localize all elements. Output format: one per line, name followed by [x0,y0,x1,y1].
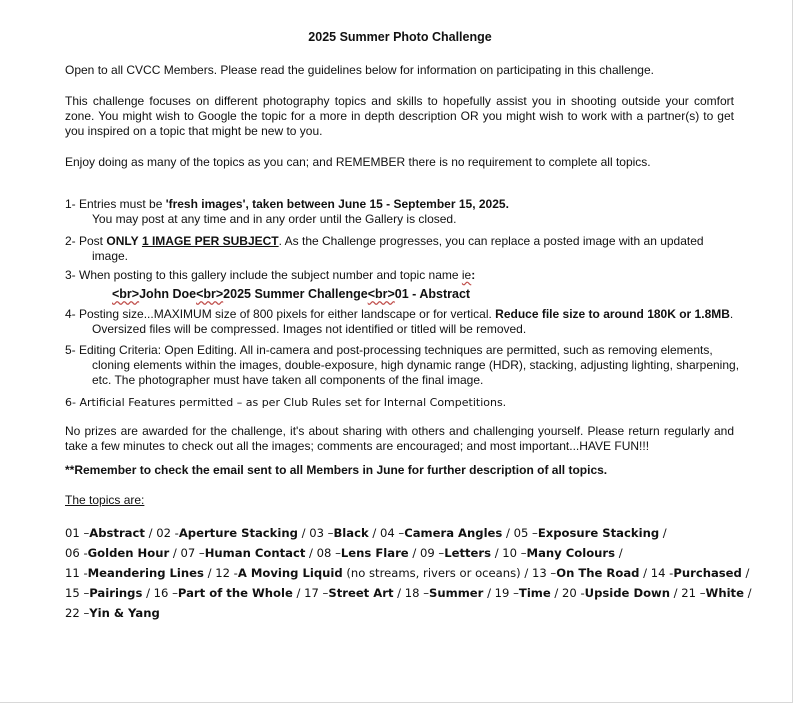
rule-4 [65,307,733,322]
topic-number: 21 – [681,586,706,600]
topic-number: 05 – [513,526,538,540]
topic-separator: / [203,566,216,580]
topic-number: 07 – [180,546,205,560]
topic-line [65,543,752,563]
rule-2 [65,234,704,249]
prizes-paragraph: No prizes are awarded for the challenge, it's about sharing with others and challenging yourself. Please return regularly and take a few minutes to check out all the images; comments are encouraged; and most important...HAVE FUN!!! [65,424,734,453]
topic-separator: / [550,586,563,600]
topic-separator: / [491,546,503,560]
rule-1-dates: 'fresh images', taken between June 15 - September 15, 2025. [165,197,509,211]
topic-line [65,583,752,603]
topic-number: 06 - [65,546,88,560]
topic-number: 10 – [502,546,527,560]
topic-name: Purchased [673,566,742,580]
example-name: John Doe [139,287,197,301]
rule-5-line2: cloning elements within the images, double-exposure, high dynamic range (HDR), stacking, adjusting lighting, sharpening, [92,358,740,372]
rule-4-prefix: 4- Posting size...MAXIMUM size of 800 pixels for either landscape or for vertical. [65,307,496,321]
rule-1 [65,197,509,212]
rule-5-line1: 5- Editing Criteria: Open Editing. All in-camera and post-processing techniques are permitted, such as removing elements, [65,343,713,357]
rule-3-colon: : [471,268,476,282]
topic-separator: / [169,546,181,560]
reminder-text: **Remember to check the email sent to all Members in June for further description of all topics. [65,463,608,477]
topic-name: White [705,586,744,600]
topic-separator: / [741,566,750,580]
rule-4-suffix: . [729,307,734,321]
topic-number: 08 – [316,546,341,560]
example-br-1: <br> [112,287,140,301]
topic-name: Aperture Stacking [178,526,298,540]
topics-list [65,523,752,623]
topic-number: 09 – [419,546,445,560]
rule-2-only: ONLY [106,234,139,248]
example-br-3: <br> [367,287,395,301]
topic-name: Yin & Yang [89,606,160,620]
topic-separator: / [670,586,682,600]
topic-separator: / [393,586,405,600]
topic-name: Human Contact [204,546,306,560]
topics-heading: The topics are: [65,493,145,507]
topic-name: Pairings [89,586,143,600]
topic-name: Black [333,526,369,540]
topic-number: 16 – [153,586,178,600]
topic-name: A Moving Liquid [237,566,343,580]
topic-number: 02 - [156,526,179,540]
example-br-2: <br> [196,287,224,301]
topic-separator: / [368,526,380,540]
topic-separator: / [743,586,752,600]
rule-3-ie: ie [461,268,472,282]
topic-line [65,603,752,623]
rule-3 [65,268,475,283]
rule-1-prefix: 1- Entries must be [65,197,166,211]
topic-name: Abstract [89,526,145,540]
topic-name: Summer [429,586,484,600]
rule-3-prefix: 3- When posting to this gallery include the subject number and topic name [65,268,462,282]
topic-separator: / [142,586,154,600]
rule-2-line2: image. [92,249,129,263]
topic-number: 19 – [494,586,519,600]
rule-4-line2: Oversized files will be compressed. Images not identified or titled will be removed. [92,322,527,336]
example-topic: 01 - Abstract [394,287,471,301]
topic-name: Part of the Whole [177,586,293,600]
rule-3-example [112,287,470,302]
intro-text: Open to all CVCC Members. Please read the guidelines below for information on participating in this challenge. [65,63,654,77]
topic-separator: / [659,526,667,540]
topic-name: Time [518,586,551,600]
topic-line [65,523,752,543]
rule-2-emphasis: 1 IMAGE PER SUBJECT [141,234,279,248]
topic-separator: / [297,526,310,540]
topic-number: 17 – [304,586,329,600]
topic-name: Golden Hour [87,546,170,560]
topic-number: 04 – [379,526,405,540]
example-challenge: 2025 Summer Challenge [223,287,368,301]
topic-name: Exposure Stacking [537,526,660,540]
topic-separator: / [305,546,317,560]
topic-name: Letters [444,546,492,560]
rule-4-filesize: Reduce file size to around 180K or 1.8MB [495,307,730,321]
document-title: 2025 Summer Photo Challenge [308,30,492,44]
topic-separator: / [144,526,157,540]
topic-number: 12 - [215,566,238,580]
rule-1-line2: You may post at any time and in any order until the Gallery is closed. [92,212,457,226]
topic-name: Camera Angles [404,526,503,540]
topic-number: 14 - [650,566,674,580]
topic-number: 22 – [65,606,90,620]
topic-separator: / [615,546,623,560]
rule-2-prefix: 2- Post [65,234,107,248]
topic-number: 13 – [531,566,557,580]
topic-line [65,563,752,583]
topic-number: 15 – [65,586,90,600]
topic-name: Upside Down [584,586,670,600]
topic-name: Street Art [328,586,394,600]
topic-name: Meandering Lines [87,566,204,580]
rule-5-line3: etc. The photographer must have taken all components of the final image. [92,373,484,387]
topic-separator: (no streams, rivers or oceans) / [342,566,532,580]
topic-number: 01 – [65,526,90,540]
topic-number: 20 - [562,586,585,600]
topic-number: 03 – [309,526,334,540]
focus-paragraph: This challenge focuses on different photography topics and skills to hopefully assist you in shooting outside your comfort zone. You might wish to Google the topic for a more in depth description OR you might wish to work with a partner(s) to get you inspired on a topic that might be new to you. [65,94,734,138]
rule-6: 6- Artificial Features permitted – as per Club Rules set for Internal Competitions. [65,396,507,409]
topic-separator: / [292,586,305,600]
topic-separator: / [408,546,420,560]
topic-separator: / [502,526,514,540]
topic-separator: / [483,586,495,600]
topic-name: Lens Flare [340,546,409,560]
topic-name: Many Colours [526,546,616,560]
enjoy-text: Enjoy doing as many of the topics as you can; and REMEMBER there is no requirement to complete all topics. [65,155,651,169]
topic-separator: / [639,566,651,580]
topic-number: 18 – [404,586,430,600]
topic-number: 11 - [65,566,88,580]
topic-name: On The Road [556,566,640,580]
rule-2-rest: . As the Challenge progresses, you can replace a posted image with an updated [278,234,704,248]
